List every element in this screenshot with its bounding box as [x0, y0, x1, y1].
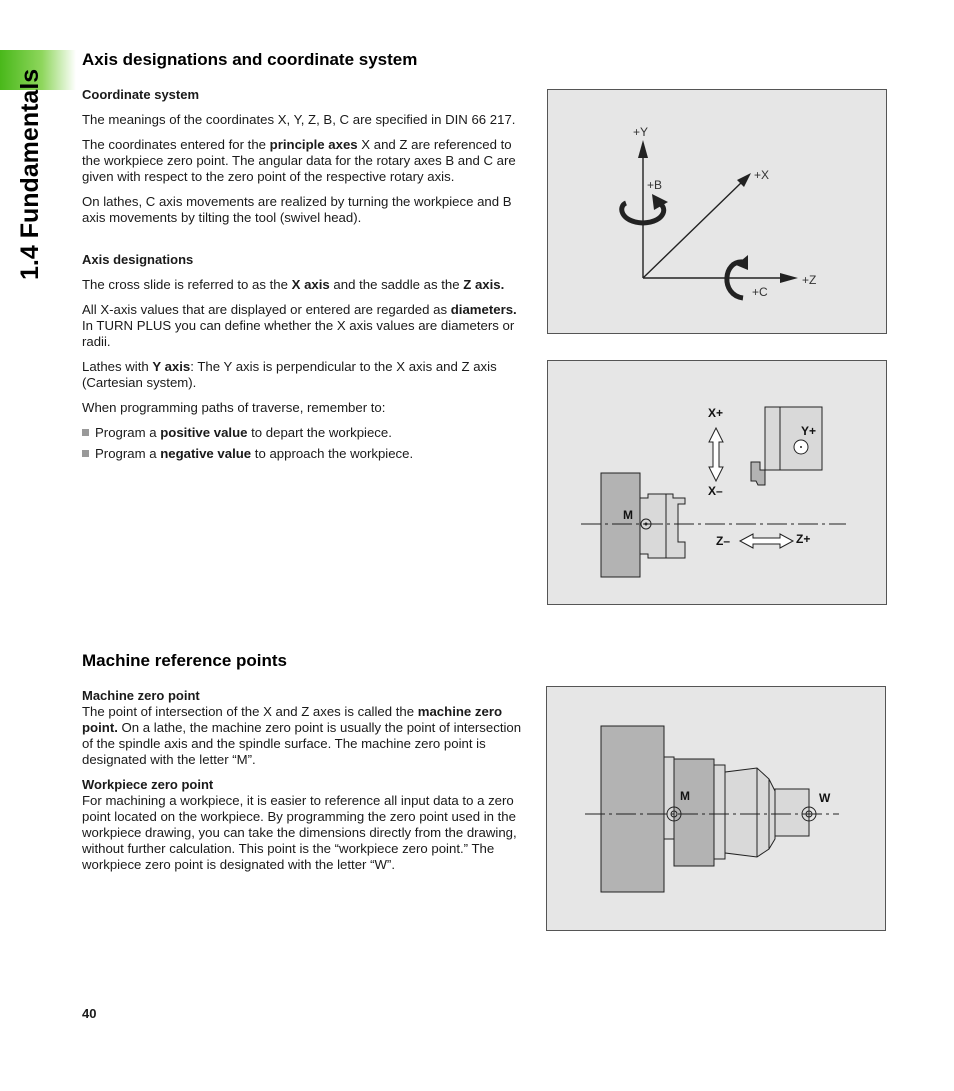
x-axis-line [643, 180, 744, 278]
x-double-arrow-icon [709, 428, 723, 481]
text: The point of intersection of the X and Z axes is called the [82, 704, 418, 719]
coordinate-system-drawing [548, 90, 886, 333]
subheading-machine-zero-point: Machine zero point [82, 688, 200, 703]
axis-label-z: +Z [802, 273, 817, 287]
chuck-body [601, 473, 640, 577]
paragraph [82, 359, 524, 391]
text: All X-axis values that are displayed or entered are regarded as [82, 302, 451, 317]
text: Program a [95, 425, 161, 440]
bold-text: principle axes [269, 137, 358, 152]
bullet-square-icon [82, 429, 89, 436]
text: to depart the workpiece. [247, 425, 392, 440]
paragraph: On lathes, C axis movements are realized by turning the workpiece and B axis movements by tilting the tool (swivel head). [82, 194, 512, 225]
paragraph [82, 277, 524, 293]
text: Program a [95, 446, 161, 461]
text: and the saddle as the [329, 277, 464, 292]
axis-label-x: +X [754, 168, 770, 182]
subheading-axis-designations: Axis designations [82, 252, 194, 267]
text: to approach the workpiece. [251, 446, 414, 461]
text: The cross slide is referred to as the [82, 277, 292, 292]
text: X and Z are referenced to the workpiece zero point. The angular data for the rotary axes B and C are given with respect to the zero point of the respective rotary axis. [82, 137, 516, 184]
chapter-side-title: 1.4 Fundamentals [16, 68, 44, 280]
list-item [82, 425, 524, 441]
bold-text: Y axis [152, 359, 191, 374]
section-heading-reference-points: Machine reference points [82, 651, 288, 670]
y-axis-dot-icon [800, 446, 802, 448]
paragraph: When programming paths of traverse, remember to: [82, 400, 386, 415]
y-arrow-icon [638, 140, 648, 158]
tool-holder [765, 407, 822, 470]
cutting-tool [751, 462, 765, 485]
label-m: M [680, 789, 690, 803]
z-double-arrow-icon [740, 534, 793, 548]
bold-text: positive value [160, 425, 248, 440]
text: On a lathe, the machine zero point is usually the point of intersection of the spindle axis and the spindle surface. The machine zero point is designated with the letter “M”. [82, 720, 522, 767]
paragraph: The meanings of the coordinates X, Y, Z, B, C are specified in DIN 66 217. [82, 112, 516, 127]
paragraph: For machining a workpiece, it is easier to reference all input data to a zero point located on the workpiece. By programming the zero point used in the workpiece drawing, you can take the dimensions directly from the drawing, without further calculation. This point is the “workpiece zero point.” The workpiece zero point is designated with the letter “W”. [82, 793, 517, 872]
text: : The Y axis is perpendicular to the X axis and Z axis (Cartesian system). [82, 359, 497, 390]
figure-coordinate-system [547, 89, 887, 334]
rotation-b-icon [622, 194, 668, 223]
bold-text: diameters. [450, 302, 517, 317]
workpiece-outline [714, 765, 775, 859]
label-z-minus: Z– [716, 534, 731, 548]
chuck-body [601, 726, 664, 892]
label-y-plus: Y+ [801, 424, 817, 438]
figure-axis-designations [547, 360, 887, 605]
section-heading-axis: Axis designations and coordinate system [82, 50, 418, 69]
subheading-workpiece-zero-point: Workpiece zero point [82, 777, 214, 792]
bold-text: X axis [291, 277, 330, 292]
machine-zero-dot-icon [645, 523, 648, 526]
label-x-minus: X– [708, 484, 723, 498]
label-z-plus: Z+ [796, 532, 811, 546]
workpiece-outline [640, 494, 685, 558]
page-number: 40 [82, 1006, 97, 1021]
text: Lathes with [82, 359, 153, 374]
axis-label-b: +B [647, 178, 663, 192]
bold-text: Z axis. [463, 277, 505, 292]
section1-text [82, 87, 524, 462]
text: In TURN PLUS you can define whether the X axis values are diameters or radii. [82, 318, 515, 349]
label-m: M [623, 508, 633, 522]
figure-reference-points [546, 686, 886, 931]
subheading-coordinate-system: Coordinate system [82, 87, 200, 102]
reference-points-drawing [547, 687, 885, 930]
z-arrow-icon [780, 273, 798, 283]
axis-designations-drawing [548, 361, 886, 604]
section2-text [82, 688, 524, 873]
paragraph [82, 137, 524, 185]
list-item [82, 446, 524, 462]
chuck-face [664, 757, 674, 839]
paragraph [82, 704, 524, 768]
text: The coordinates entered for the [82, 137, 270, 152]
rotation-c-icon [727, 255, 748, 298]
bold-text: negative value [160, 446, 252, 461]
label-w: W [819, 791, 831, 805]
axis-label-c: +C [752, 285, 768, 299]
axis-label-y: +Y [633, 125, 649, 139]
bold-text: machine zero point. [82, 704, 503, 735]
chuck-jaws [674, 759, 714, 866]
workpiece-shaft [775, 789, 809, 836]
paragraph [82, 302, 524, 350]
bullet-square-icon [82, 450, 89, 457]
label-x-plus: X+ [708, 406, 724, 420]
